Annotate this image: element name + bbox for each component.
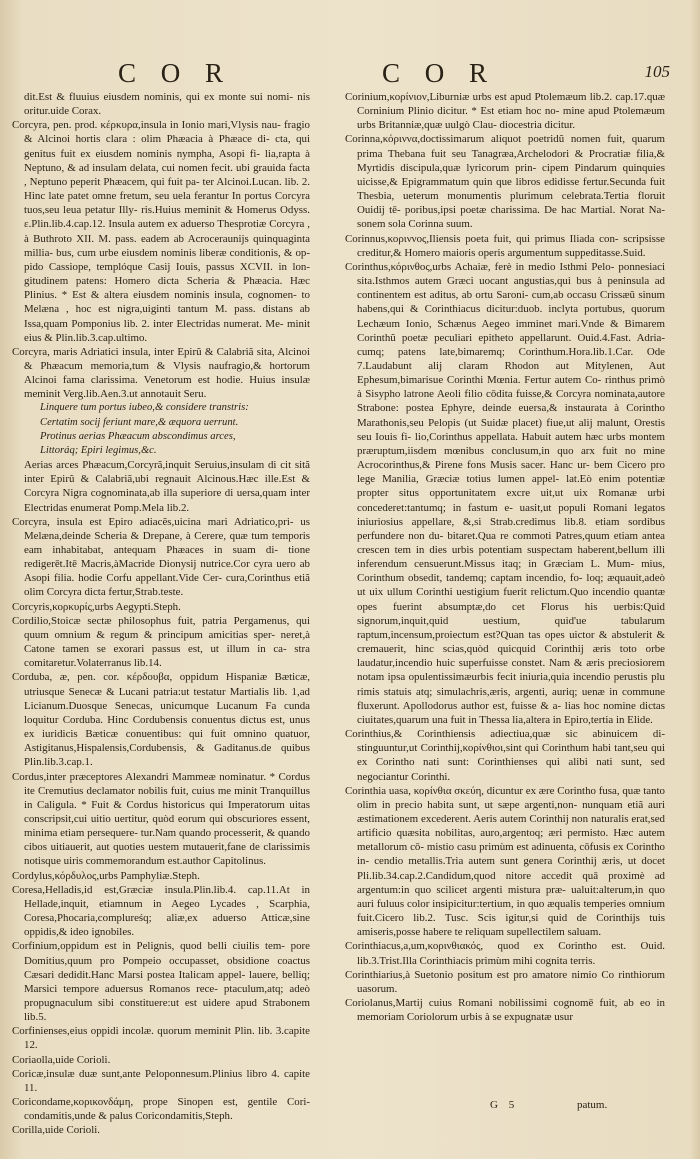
dictionary-entry: Coriolanus,Martij cuius Romani nobilissimi cognomē fuit, ab eo in memoriam Coriolorum urbis à se expugnatæ usur [345,997,665,1024]
dictionary-entry: Corinna,κόριννα,doctissimarum aliquot poetridũ nomen fuit, quarum prima Thebana fuit seu Tanagræa,Archelodori & Procratiæ filia,& Myrtidis discipula,quæ lyricorum prin- cipem Pindarum quinquies uicisse,& Epigrammatum quin que libros edidisse fertur.Secunda fuit Thesbia, ueterum monumentis plurimum celebrata.Tertia floruit Ouidij tē- poribus,ipsi poetæ charissima. De hac Martial. Norat Na- sonem sola Corinna suum. [345,133,665,231]
right-text-column [345,90,665,1024]
dictionary-entry: Cordilio,Stoicæ sectæ philosophus fuit, patria Pergamenus, qui quum omnium & regum & principum amicitias sper- neret,à Catone tamen se exorari passus est, ut illum in ca- stra comitaretur.Volaterranus lib.14. [12,614,310,670]
dictionary-entry: Corduba, æ, pen. cor. κέρδουβα, oppidum Hispaniæ Bæticæ, utriusque Senecæ & Lucani patria:ut testatur Martialis lib. 1,ad Licianum.Duosque Senecas, unicumque Lucanum Fa cunda loquitur Corduba. Hinc Cordubensis conuentus dictus est, unus ex iuridicis Bæticæ conuentibus: qui fuit omnino quatuor, Astigitanus,Hispalensis,Cordubensis, & Gaditanus.de quibus Plin.lib.3.cap.1. [12,671,310,769]
dictionary-entry: dit.Est & fluuius eiusdem nominis, qui ex monte sui nomi- nis oritur.uide Corax. [24,91,310,118]
dictionary-entry: Corinium,κορίνιον,Liburniæ urbs est apud Ptolemæum lib.2. cap.17.quæ Corninium Plinio dicitur. * Est etiam hoc no- mine apud Ptolemæum urbs Britanniæ,quæ uulgò Clau- diocestria dicitur. [345,91,665,132]
running-head-right: C O R [382,58,497,88]
verse-quote: Certatim socij feriunt mare,& æquora uerrunt. [40,416,239,428]
dictionary-entry: Corinnus,κοριννος,Iliensis poeta fuit, qui primus Iliada con- scripsisse creditur,& Homero maioris operis argumentum suppeditasse.Suid. [345,232,665,259]
dictionary-entry: Corcyra, pen. prod. κέρκυρα,insula in Ionio mari,Vlysis nau- fragio & Alcinoi hortis clara : olim Phæacia à Phæace di- cta, qui genitus fuit ex eiusdem nominis nympha, Asopi fi- lia,rapta à Neptuno, & ad insulam delata, cui nomen fecit. ubi grauida facta , Neptuno peperit Phæacem, qui fuit pa- ter Alcinoi.Lucan. lib. 2. Hinc late patet omne fretum, seu uela ferantur In portus Corcyra tuos,seu leua petatur Illy- ris.Huius meminit & Homerus Odyss. ε.Plin.lib.4.cap.12. Insula autem ex aduerso Thesprotiæ Corcyra , à Buthroto XII. M. pass. eadem ab Acroceraunijs quinquaginta millia- bus, cum urbe eiusdem nominis liberæ conditionis, & op- pido Cassiope, templóque Casij Iouis, passus XCVII. in lon- gitudinem patens: Homero dicta Scheria & Phæacia. Hæc Plinius. * Est & altera eiusdem nominis insula, cognomen- to Melæna , hoc est nigra,uiginti tantum M. pass. distans ab Issa,quam Pomponius lib. 2. inter Electridas numerat. Me- minit eius & Plin.lib.3.cap.ultimo. [12,119,310,344]
dictionary-entry: Corcyris,κορκυρίς,urbs Aegypti.Steph. [12,600,181,613]
dictionary-entry: Corfinium,oppidum est in Pelignis, quod belli ciuilis tem- pore Domitius,quum pro Pompeio occupasset, obsidione coactus Cæsari dedidit.Hanc Marsi postea Italicam appel- lauere, belliq; Marsici tempore aduersus Romanos rece- ptaculum,atq; adeò propugnaculum sibi constituere:ut est uidere apud Strabonem lib.5. [12,940,310,1024]
dictionary-entry: Coricæ,insulæ duæ sunt,ante Peloponnesum.Plinius libro 4. capite 11. [12,1067,310,1094]
page-footer [490,1099,670,1111]
dictionary-entry: Corilla,uide Corioli. [12,1124,101,1137]
dictionary-entry: Cordus,inter præceptores Alexandri Mammeæ nominatur. * Cordus ite Cremutius declamator nobilis fuit, cuius me minit Tranquillus in Caligula. * Fuit & Cordus historicus qui Imperatorum uitas conscripsit,cui uitio uertitur, quòd eorum qui obscuriores essent, minima etiam persequere- tur.Nam quando processerit, & quando cibos uitiauerit, aut quoties uestem mutauerit,fane de clarissimis notisque uiris commemorandum est.author Capitolinus. [12,770,310,868]
dictionary-entry: Corfinienses,eius oppidi incolæ. quorum meminit Plin. lib. 3.capite 12. [12,1025,310,1052]
verse-quote: Protinus aerias Phæacum abscondimus arces, [40,430,236,442]
running-header [0,58,700,88]
running-head-left: C O R [118,58,233,88]
dictionary-entry: Cordylus,κόρδυλος,urbs Pamphyliæ.Steph. [12,869,200,882]
dictionary-entry: Corinthius,& Corinthiensis adiectiua,quæ sic abinuicem di- stinguuntur,ut Corinthij,κορίνθιοι,sint qui Corinthum habi tant,seu qui ex Corintho nati sunt: Corinthienses qui alibi nati sunt, sed negociantur Corinthi. [345,728,665,783]
signature-mark: G 5 [490,1099,519,1111]
dictionary-entry: Corinthus,κόρινθος,urbs Achaiæ, ferè in medio Isthmi Pelo- ponnesiaci sita.Isthmos autem Græci uocant angustias,qui bus à peninsula ad continentem est aditus, ab ortu Saroni- cum,ab occasu Crissæũ sinum habens,qui & Corinthiacus dicitur:duob. inclyta portubus, quorum Lechæum Ionio, Schænus Aegeo imminet mari.Vnde & Bimarem Corinthũ poetæ peculiari epitheto appellarunt. Ouid.4.Fast. Adria- cumq; patens late,bimaremq; Corinthum.Hora.lib.1.Car. Ode 7.Laudabunt alij claram Rhodon aut Mitylenen, Aut Ephesum,bimarisue Corinthi Mœnia. Fertur autem Co- rinthus primò à Sisypho latrone Aeoli filio cōdita fuisse,& Corcyra nominata,autore Strabone: postea Ephyre, deinde euersa,& instaurata à Corintho Marathonis,seu Pelopis (ut Suidæ placet) fiue,ut alij malunt, Orestis seu Iouis fi- lio,Corinthus appellata. Habuit autem hæc urbs montem præruptum,iisdem mœnibus conclusum,in quo arx fuit no mine Acrocorinthus,& Pirene fons Musis sacer. Hanc ur- bem Cicero pro lege Manilia, Græciæ totius lumen appel- lat.Eò enim potentiæ propter situs opportunitatem excre uit,ut uix Romanæ urbi concederet:tantumq; in fastum e- uasit,ut populi Romani legatos iniuriosius appellare, &,si Strab.credimus lib.8. etiam sordibus perfundere non du- bitaret.Qua re commoti Patres,quum etiam antea crescen tem in dies urbis potentiam suspectam haberent,bellum illi inferendum censuerunt.Missus itaq; in Græciam L. Mum- mius, Corinthum obsedit, tandemq; captam incendio, fo- loq; æquauit,adeò ut uix ullum Corinthi uestigium fuerit relictum.Quo incendio quantæ opes fuerint absumptæ,do cet Florus his uerbis:Quid signorum,inquit,quid uestium, quid'ue tabularum raptum,incensum,proiectum est?Quan tas opes uictor & abstulerit & cremauerit, hinc scias,quòd quicquid Corinthij æris toto orbe laudatur,incendio huic superfuisse constet. Nam & æris preciosiorem notam ipsa opulentissimæurbis fecit iniuria,quia incendio perustis plu rimis statuis atq; simulachris,æris, argenti, auriq; uenæ in commune fluxerunt. Apollodorus author est, fuisse & a- lias hoc nomine dictas ciuitates,quarum una fuit in Thessa lia,altera in Epiro,tertia in Elide. [345,260,665,726]
dictionary-entry: Corcyra, maris Adriatici insula, inter Epirũ & Calabriã sita, Alcinoi & Phæacum memoria,tum & Vlysis naufragio,& hortorum Alcinoi fama clarissima. Venetorum est hodie. Huius insulæ meminit Verg.lib.Aen.3.ut annotauit Seru. [12,345,310,401]
dictionary-entry: Corinthiarius,à Suetonio positum est pro amatore nimio Co rinthiorum uasorum. [345,968,665,995]
dictionary-entry: Coriaolla,uide Corioli. [12,1053,111,1066]
dictionary-entry: Corcyra, insula est Epiro adiacẽs,uicina mari Adriatico,pri- us Melæna,deinde Scheria & Drepane, à Cerere, quæ tum temporis eam inhabitabat, antequam Phæaces in suam di- tione redigerēt.Itē Macris,àMacride Dionysij nutrice.Cor cyra uero ab Asopi filia. hodie Corfu appellant.Vide Cer- cura,Corinthus etiã olim Corcyra dicta fertur,Strab.teste. [12,515,310,599]
verse-quote: Linquere tum portus iubeo,& considere transtris: [40,402,249,414]
dictionary-entry: Corinthia uasa, κορίνθια σκεύη, dicuntur ex ære Corintho fusa, quæ tanto olim in precio habita sunt, ut sæpe argenti,non- nunquam etiã auri æstimationem excederent. Aeris autem Corinthij non naturalis erat,sed artificio quæsita nobilitas, auro,argentoq; æri permisto. Hæc autem metallorum cō- mistio casu primùm est adinuenta, cōfusis ex Corintho in- cendio metallis.Tria autem sunt genera Corinthij æris, ut docet Pli.lib.34.cap.2.Candidum,quod nitore accedit quā proximè ad argentum:in quo scilicet argenti mistura præ- ualuit:alterum,in quo auri fuluus color insipicitur:tertium, in quo æqualis temperies omnium fuit.Cicero lib.2. Tusc. Scis igitur,si quid de Corinthijs tuis amiseris,posse habere te reliquam supellectilem saluam. [345,784,665,939]
dictionary-entry: Aerias arces Phæacum,Corcyrã,inquit Seruius,insulam di cit sitã inter Epirũ & Calabriã,ubi regnauit Alcinous.Hæc ille.Est & Corcyra Nigra cognominata,ab illa superiore di uersa,quam inter Electridas enumerat Pomp.Mela lib.2. [24,459,310,514]
left-text-column [12,90,310,1138]
dictionary-entry: Corinthiacus,a,um,κορινθιακός, quod ex Corintho est. Ouid. lib.3.Trist.Illa Corinthiacis primùm mihi cognita terris. [345,940,665,967]
verse-quote: Littoráq; Epiri legimus,&c. [40,444,157,456]
page-number: 105 [644,62,670,81]
dictionary-entry: Coresa,Helladis,id est,Græciæ insula.Plin.lib.4. cap.11.At in Hellade,inquit, etiamnum in Aegeo Lycades , Scarphia, Coresa,Phocaria,complureśq; aliæ,ex aduerso Atticæ,sine oppidis,& ideo ignobiles. [12,883,310,939]
dictionary-entry: Coricondame,κορικονδάμη, prope Sinopen est, gentile Cori- condamitis,unde & palus Coricondamitis,Steph. [12,1096,310,1123]
catchword: patum. [576,1099,608,1111]
